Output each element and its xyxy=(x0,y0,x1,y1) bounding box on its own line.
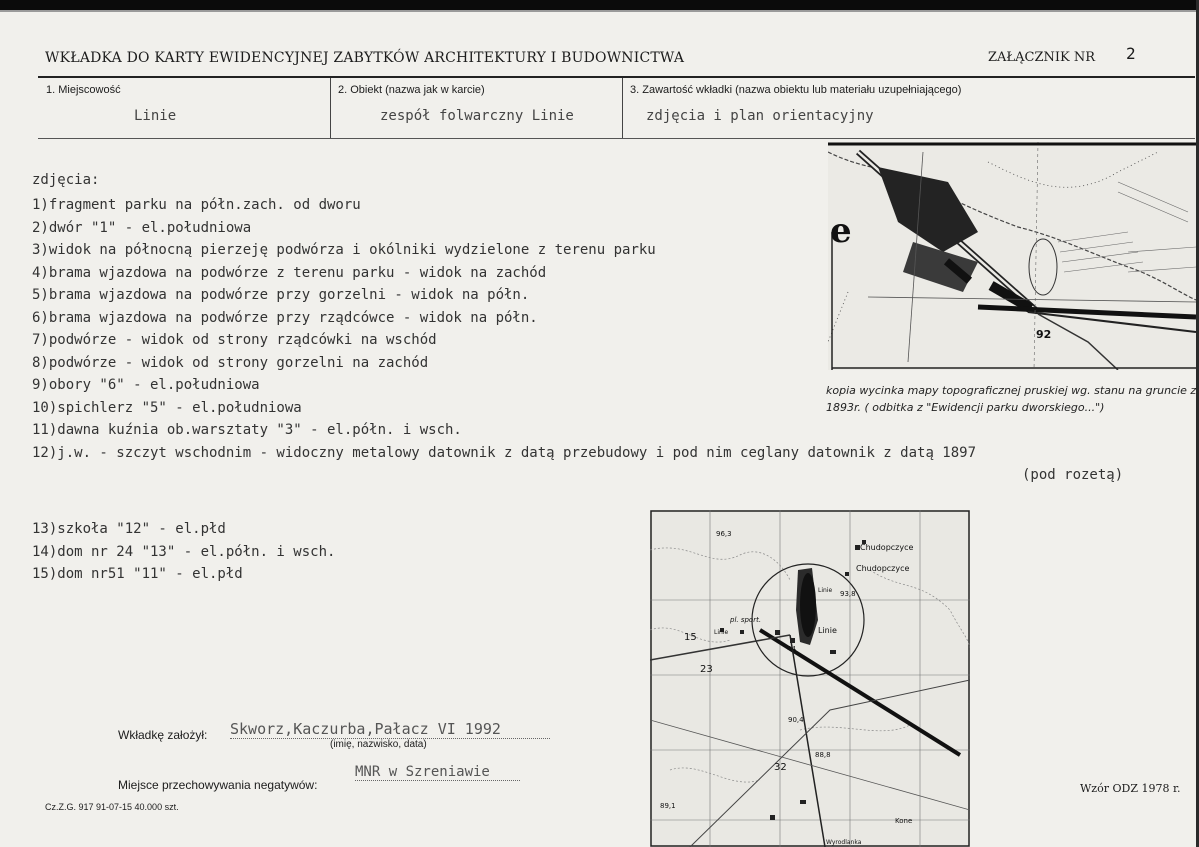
field-contents xyxy=(622,78,1195,138)
field-locality-label: 1. Miejscowość xyxy=(46,84,121,96)
photo-item: 1)fragment parku na półn.zach. od dworu xyxy=(32,197,361,213)
map2-label: Chudopczyce xyxy=(860,543,914,552)
photo-item: 8)podwórze - widok od strony gorzelni na zachód xyxy=(32,354,429,371)
map-caption: kopia wycinka mapy topograficznej pruskiej wg. stanu na gruncie z 1893r. ( odbitka z "Ewidencji parku dworskiego...") xyxy=(826,384,1197,414)
map2-label: 89,1 xyxy=(660,802,676,810)
orientation-map-image xyxy=(650,510,970,847)
map2-label: 44 xyxy=(787,645,796,653)
photo-item: 12)j.w. - szczyt wschodnim - widoczny metalowy datownik z datą przebudowy i pod nim ceglany datownik z datą 1897 xyxy=(32,444,977,461)
photos-heading: zdjęcia: xyxy=(32,172,100,188)
photo-item: 9)obory "6" - el.południowa xyxy=(32,377,260,393)
photo-item-tail: (pod rozetą) xyxy=(1022,467,1124,483)
prepared-by-label: Wkładkę założył: xyxy=(118,728,208,742)
field-contents-value: zdjęcia i plan orientacyjny xyxy=(646,108,874,124)
map2-label: pl. sport. xyxy=(730,616,762,624)
map-label: 92 xyxy=(1036,328,1052,341)
photo-item: 3)widok na północną pierzeję podwórza i okólniki wydzielone z terenu parku xyxy=(32,242,656,258)
map2-label: 93,8 xyxy=(840,590,856,598)
photo-list-2 xyxy=(32,518,335,586)
photo-item: 15)dom nr51 "11" - el.płd xyxy=(32,566,243,582)
field-locality xyxy=(38,78,331,138)
photo-item: 4)brama wjazdowa na podwórze z terenu parku - widok na zachód xyxy=(32,264,547,281)
photo-item: 7)podwórze - widok od strony rządcówki na wschód xyxy=(32,332,437,348)
map2-label: Linie xyxy=(714,629,729,636)
map2-label: Chudopczyce xyxy=(856,564,910,573)
photo-item: 11)dawna kuźnia ob.warsztaty "3" - el.półn. i wsch. xyxy=(32,422,462,438)
print-code: Cz.Z.G. 917 91-07-15 40.000 szt. xyxy=(45,802,179,812)
map2-label: 23 xyxy=(700,664,713,675)
field-object-value: zespół folwarczny Linie xyxy=(380,108,574,124)
map2-label: 96,3 xyxy=(716,530,732,538)
historic-map-image xyxy=(828,142,1196,370)
map2-label: 90,4 xyxy=(788,716,804,724)
photo-item: 13)szkoła "12" - el.płd xyxy=(32,521,226,537)
photo-item: 6)brama wjazdowa na podwórze przy rządcówce - widok na półn. xyxy=(32,309,538,326)
map-letter: e xyxy=(830,211,852,251)
field-locality-value: Linie xyxy=(134,108,177,124)
field-object xyxy=(330,78,623,138)
annex-number: 2 xyxy=(1126,44,1136,63)
form-model: Wzór ODZ 1978 r. xyxy=(1080,782,1181,795)
map2-label: Wyrodlanka xyxy=(826,839,862,846)
map2-label: 15 xyxy=(684,632,697,643)
photo-item: 14)dom nr 24 "13" - el.półn. i wsch. xyxy=(32,543,336,560)
fields-box xyxy=(38,76,1195,139)
form-title: WKŁADKA DO KARTY EWIDENCYJNEJ ZABYTKÓW ARCHITEKTURY I BUDOWNICTWA xyxy=(45,50,685,66)
map2-label: Linie xyxy=(818,626,837,635)
photo-item: 2)dwór "1" - el.południowa xyxy=(32,219,252,236)
map2-label: Kone xyxy=(895,817,913,825)
scan-top-edge xyxy=(0,0,1199,10)
annex-label: ZAŁĄCZNIK NR xyxy=(988,50,1096,65)
prepared-by-value: Skworz,Kaczurba,Pałacz VI 1992 xyxy=(230,720,550,739)
negatives-label: Miejsce przechowywania negatywów: xyxy=(118,778,318,792)
prepared-by-hint: (imię, nazwisko, data) xyxy=(330,739,427,750)
photo-item: 10)spichlerz "5" - el.południowa xyxy=(32,399,302,416)
map2-label: 88,8 xyxy=(815,751,831,759)
map2-label: Linie xyxy=(818,587,833,594)
field-object-label: 2. Obiekt (nazwa jak w karcie) xyxy=(338,84,485,96)
negatives-value: MNR w Szreniawie xyxy=(355,764,520,781)
field-contents-label: 3. Zawartość wkładki (nazwa obiektu lub materiału uzupełniającego) xyxy=(630,84,962,96)
photo-item: 5)brama wjazdowa na podwórze przy gorzelni - widok na półn. xyxy=(32,287,530,303)
map2-label: 32 xyxy=(774,762,787,773)
